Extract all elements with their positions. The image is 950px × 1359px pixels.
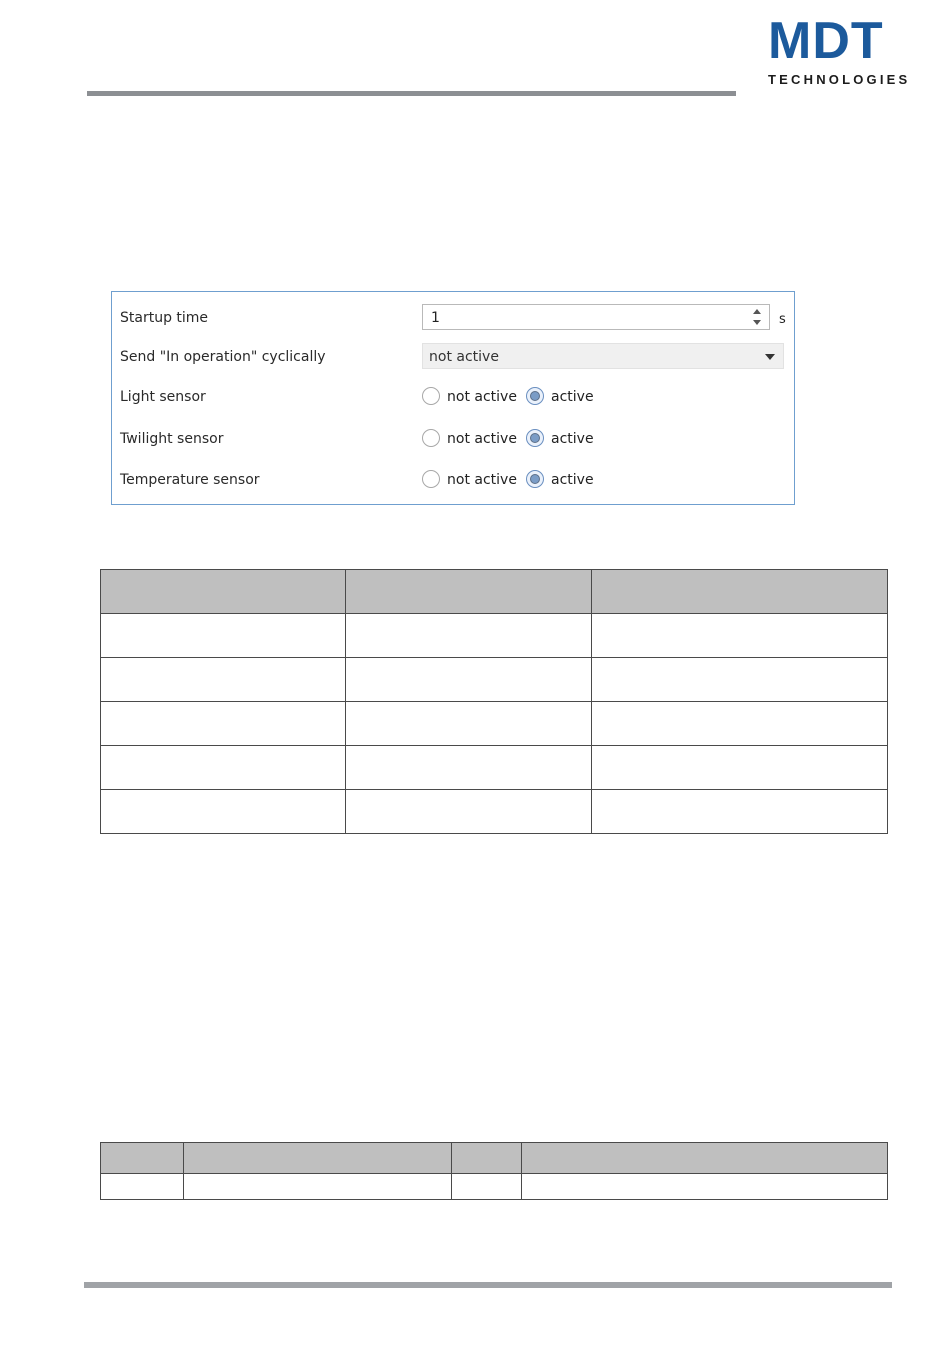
temperature-sensor-option-active[interactable]: active [551, 472, 594, 488]
table-cell [592, 614, 888, 658]
chevron-down-icon[interactable] [765, 354, 775, 360]
table-cell [101, 746, 346, 790]
table-cell [345, 790, 592, 834]
table-cell [345, 746, 592, 790]
table-cell [345, 658, 592, 702]
send-in-operation-label: Send "In operation" cyclically [120, 349, 326, 365]
table-cell [592, 658, 888, 702]
logo-subtitle: TECHNOLOGIES [768, 72, 911, 87]
temperature-sensor-option-not-active[interactable]: not active [447, 472, 517, 488]
table-cell [345, 702, 592, 746]
table-cell [592, 746, 888, 790]
table-cell [522, 1174, 888, 1200]
send-in-operation-row [112, 343, 794, 373]
parameter-panel [111, 291, 795, 505]
startup-time-label: Startup time [120, 310, 209, 326]
table-header-cell [345, 570, 592, 614]
twilight-sensor-option-active[interactable]: active [551, 431, 594, 447]
table-cell [101, 1174, 184, 1200]
temperature-sensor-label: Temperature sensor [120, 472, 260, 488]
temperature-sensor-radio-not-active[interactable] [422, 470, 440, 488]
light-sensor-row [112, 385, 794, 415]
logo-mark: MDT [768, 12, 884, 70]
startup-time-row [112, 304, 794, 334]
send-in-operation-dropdown[interactable] [422, 343, 784, 369]
temperature-sensor-radio-active[interactable] [526, 470, 544, 488]
twilight-sensor-label: Twilight sensor [120, 431, 224, 447]
light-sensor-option-active[interactable]: active [551, 389, 594, 405]
twilight-sensor-option-not-active[interactable]: not active [447, 431, 517, 447]
table-header-cell [101, 570, 346, 614]
twilight-sensor-radio-active[interactable] [526, 429, 544, 447]
table-cell [592, 790, 888, 834]
table-row [101, 614, 888, 658]
table-cell [183, 1174, 451, 1200]
table-cell [101, 658, 346, 702]
twilight-sensor-radio-not-active[interactable] [422, 429, 440, 447]
table-cell [101, 702, 346, 746]
table-row [101, 658, 888, 702]
startup-time-value: 1 [431, 310, 440, 326]
startup-time-stepper[interactable] [751, 306, 763, 328]
table-header-cell [101, 1143, 184, 1174]
table-cell [101, 614, 346, 658]
startup-time-unit: s [779, 312, 786, 327]
stepper-up-icon[interactable] [753, 309, 761, 314]
table-header-cell [592, 570, 888, 614]
table-header-row [101, 1143, 888, 1174]
light-sensor-radio-not-active[interactable] [422, 387, 440, 405]
footer-divider [84, 1282, 892, 1288]
light-sensor-option-not-active[interactable]: not active [447, 389, 517, 405]
table-cell [345, 614, 592, 658]
stepper-down-icon[interactable] [753, 320, 761, 325]
light-sensor-label: Light sensor [120, 389, 206, 405]
light-sensor-radio-active[interactable] [526, 387, 544, 405]
table-cell [592, 702, 888, 746]
object-table [100, 1142, 888, 1200]
table-row [101, 1174, 888, 1200]
table-cell [101, 790, 346, 834]
header-divider [87, 91, 736, 96]
table-row [101, 746, 888, 790]
startup-time-input[interactable] [422, 304, 770, 330]
temperature-sensor-row [112, 468, 794, 498]
table-row [101, 702, 888, 746]
table-header-cell [451, 1143, 522, 1174]
parameter-table [100, 569, 888, 834]
table-cell [451, 1174, 522, 1200]
table-header-cell [183, 1143, 451, 1174]
table-row [101, 790, 888, 834]
table-header-cell [522, 1143, 888, 1174]
table-header-row [101, 570, 888, 614]
company-logo [768, 12, 912, 87]
twilight-sensor-row [112, 427, 794, 457]
send-in-operation-value: not active [429, 349, 499, 365]
